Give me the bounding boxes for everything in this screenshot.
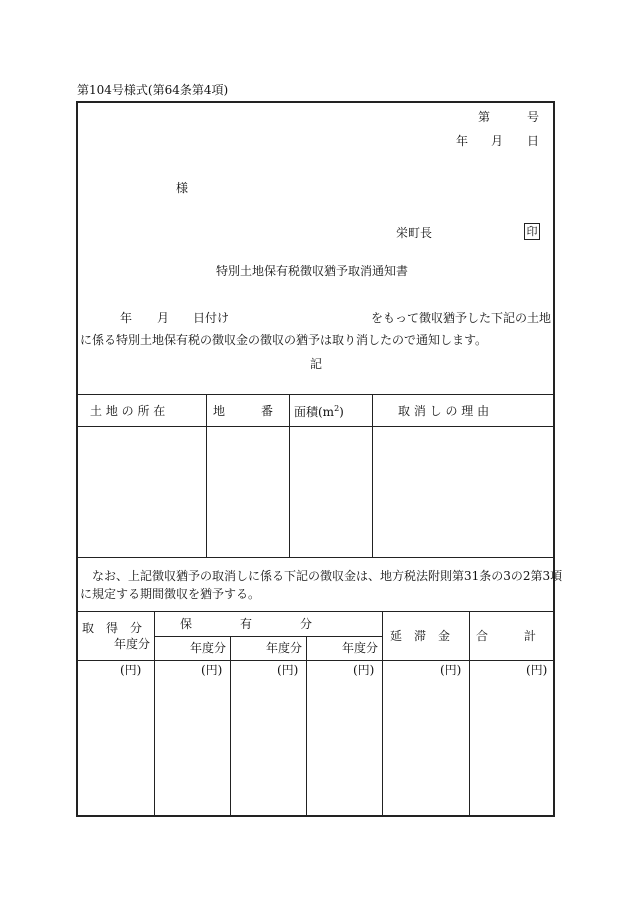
header-area: 面積$(m^2)$ [294, 404, 344, 419]
body-date-month: 月 [157, 311, 170, 325]
table1-header-rule [76, 426, 555, 427]
table2-col-divider [154, 611, 155, 817]
table2-col-divider [230, 636, 231, 817]
header-holding-year: 年度分 [266, 641, 303, 655]
table2-holding-split-rule [154, 636, 382, 637]
header-acquisition-year: 年度分 [114, 637, 151, 651]
unit-yen: (円) [526, 663, 548, 677]
table2-top-rule [76, 611, 555, 612]
header-cancel-reason: 取 消 し の 理 由 [398, 404, 490, 418]
header-land-location: 土 地 の 所 在 [90, 404, 166, 418]
ki-label: 記 [310, 357, 323, 371]
header-holding-year: 年度分 [342, 641, 379, 655]
unit-yen: (円) [353, 663, 375, 677]
issuer: 栄町長 [396, 226, 433, 240]
unit-yen: (円) [440, 663, 462, 677]
form-number: 第104号様式(第64条第4項) [77, 83, 229, 97]
header-arrears: 延 滞 金 [390, 629, 451, 643]
table2-col-divider [382, 611, 383, 817]
header-total: 合 計 [476, 629, 537, 643]
table2-col-divider [469, 611, 470, 817]
table2-header-rule [76, 660, 555, 661]
note-line2: に規定する期間徴収を猶予する。 [80, 587, 261, 601]
note-line1: なお、上記徴収猶予の取消しに係る下記の徴収金は、地方税法附則第31条の3の2第3項 [92, 569, 563, 583]
header-holding-year: 年度分 [190, 641, 227, 655]
date-month-label: 月 [491, 134, 504, 148]
number-suffix: 号 [527, 110, 540, 124]
seal-mark: 印 [524, 223, 540, 240]
header-acquisition: 取 得 分 [82, 621, 143, 635]
unit-yen: (円) [201, 663, 223, 677]
table1-col-divider [289, 394, 290, 557]
table2-col-divider [306, 636, 307, 817]
unit-yen: (円) [120, 663, 142, 677]
header-holding: 保 有 分 [180, 617, 313, 631]
body-date-year: 年 [120, 311, 133, 325]
table1-bottom-rule [76, 557, 555, 558]
body-date-day: 日付け [193, 311, 230, 325]
date-day-label: 日 [527, 134, 540, 148]
body-line2: に係る特別土地保有税の徴収金の徴収の猶予は取り消したので通知します。 [80, 333, 488, 347]
unit-yen: (円) [277, 663, 299, 677]
table1-col-divider [372, 394, 373, 557]
number-prefix: 第 [478, 110, 491, 124]
form-frame [76, 101, 555, 817]
body-line1-tail: をもって徴収猶予した下記の土地 [371, 311, 552, 325]
addressee-suffix: 様 [176, 181, 189, 195]
date-year-label: 年 [456, 134, 469, 148]
header-lot-number: 地 番 [213, 404, 274, 418]
document-title: 特別土地保有税徴収猶予取消通知書 [216, 264, 409, 278]
table1-col-divider [206, 394, 207, 557]
table1-top-rule [76, 394, 555, 395]
